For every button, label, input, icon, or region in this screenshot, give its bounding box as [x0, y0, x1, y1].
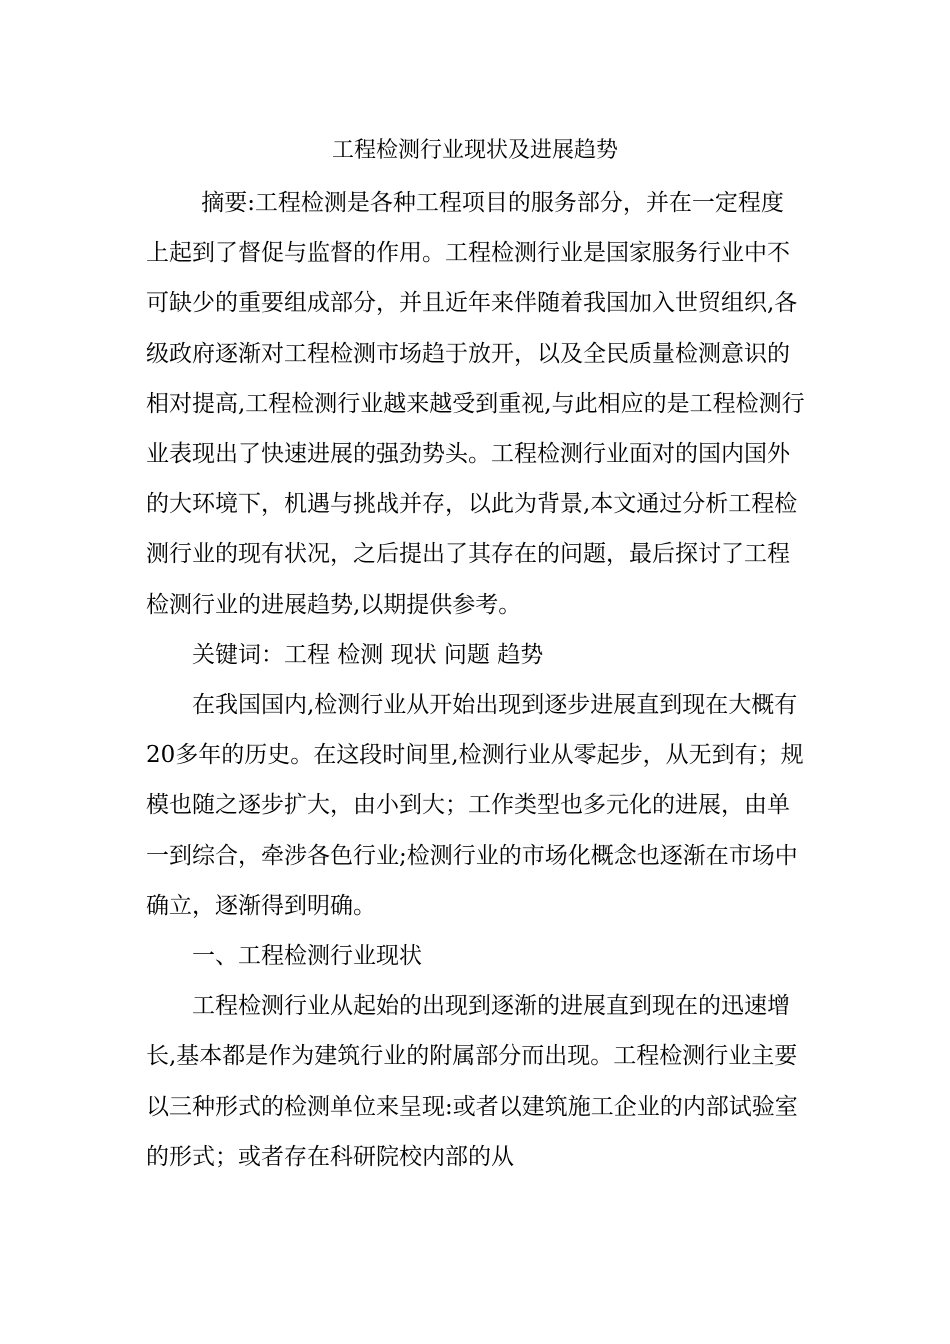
keywords-paragraph: 关键词：工程 检测 现状 问题 趋势 [192, 641, 544, 668]
section-paragraph: 工程检测行业从起始的出现到逐渐的进展直到现在的迅速增长,基本都是作为建筑行业的附属部分而出现。工程检测行业主要以三种形式的检测单位来呈现:或者以建筑施工企业的内部试验室的形式；或者存在科研院校内部的从 [146, 993, 798, 1170]
section-heading: 一、工程检测行业现状 [192, 943, 422, 970]
document-body [146, 178, 806, 1182]
document-title: 工程检测行业现状及进展趋势 [331, 138, 618, 163]
intro-paragraph: 在我国国内,检测行业从开始出现到逐步进展直到现在大概有20多年的历史。在这段时间里,检测行业从零起步，从无到有；规模也随之逐步扩大，由小到大；工作类型也多元化的进展，由单一到综合，牵涉各色行业;检测行业的市场化概念也逐渐在市场中确立，逐渐得到明确。 [146, 692, 804, 919]
abstract-paragraph: 摘要:工程检测是各种工程项目的服务部分，并在一定程度上起到了督促与监督的作用。工程检测行业是国家服务行业中不可缺少的重要组成部分，并且近年来伴随着我国加入世贸组织,各级政府逐渐对工程检测市场趋于放开，以及全民质量检测意识的相对提高,工程检测行业越来越受到重视,与此相应的是工程检测行业表现出了快速进展的强劲势头。工程检测行业面对的国内国外的大环境下，机遇与挑战并存，以此为背景,本文通过分析工程检测行业的现有状况，之后提出了其存在的问题，最后探讨了工程检测行业的进展趋势,以期提供参考。 [146, 190, 805, 618]
